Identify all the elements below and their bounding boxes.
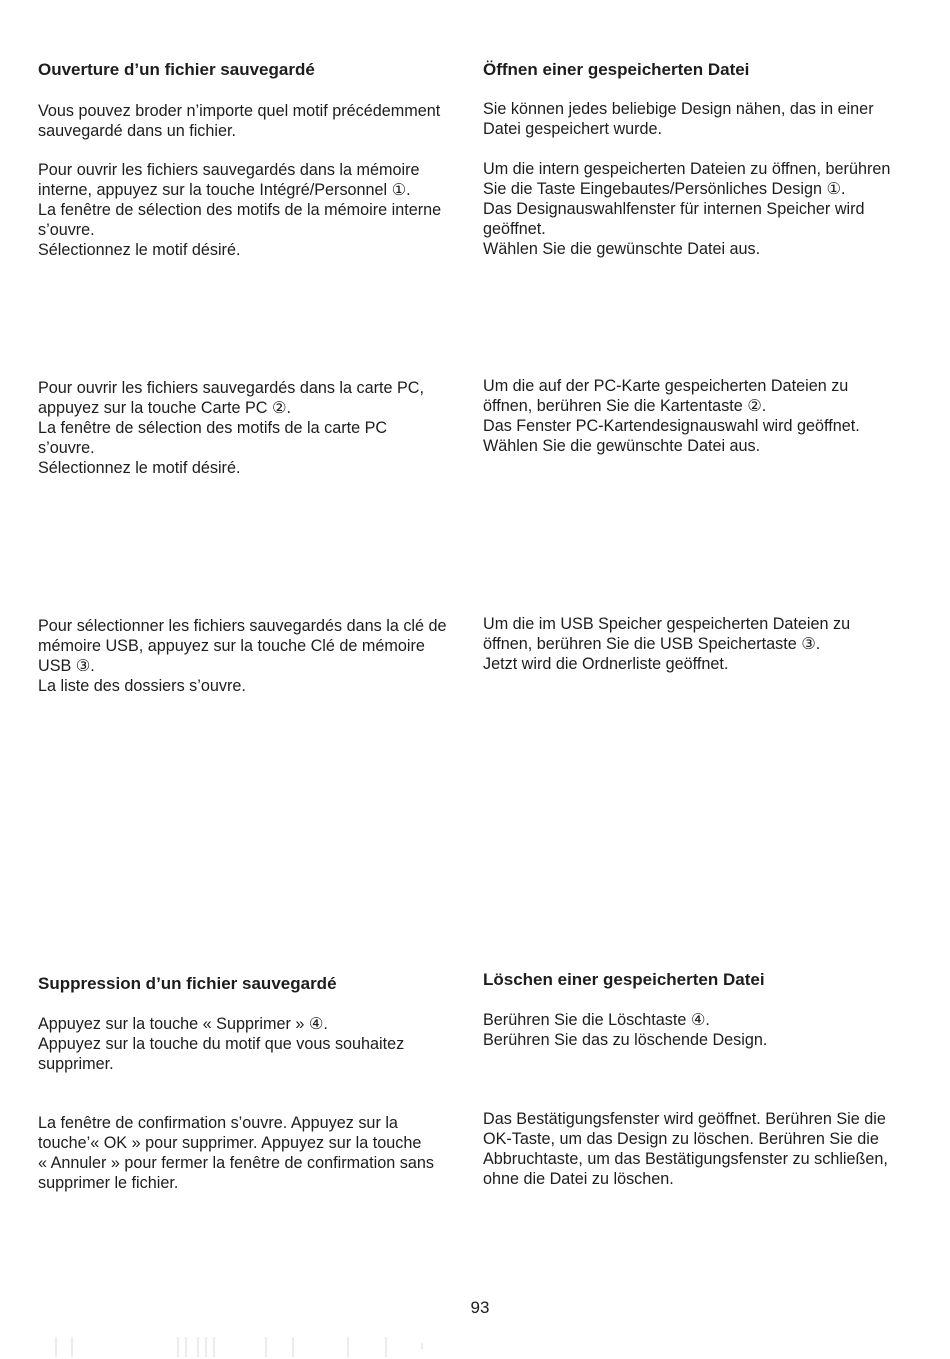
fr-open-intro: Vous pouvez broder n’importe quel motif précédemment sauvegardé dans un fichier. [38,102,441,140]
de-delete-heading: Löschen einer gespeicherten Datei [483,970,765,989]
de-open-intro: Sie können jedes beliebige Design nähen, das in einer Datei gespeichert wurde. [483,100,874,138]
scan-artifact-marks [0,1335,950,1359]
page-number: 93 [470,1298,490,1317]
fr-open-internal: Pour ouvrir les fichiers sauvegardés dans la mémoire interne, appuyez sur la touche Intégré/Personnel ①. La fenêtre de sélection des motifs de la mémoire interne s’ouvre. Sélectionnez le motif désiré. [38,161,442,259]
fr-open-usb: Pour sélectionner les fichiers sauvegardés dans la clé de mémoire USB, appuyez sur la touche Clé de mémoire USB ③. La liste des dossiers s’ouvre. [38,617,447,695]
de-delete-confirm: Das Bestätigungsfenster wird geöffnet. Berühren Sie die OK-Taste, um das Design zu löschen. Berühren Sie die Abbruchtaste, um das Bestätigungsfenster zu schließen, ohne die Datei zu löschen. [483,1110,888,1188]
de-delete-steps: Berühren Sie die Löschtaste ④. Berühren Sie das zu löschende Design. [483,1011,768,1049]
de-open-pc-card: Um die auf der PC-Karte gespeicherten Dateien zu öffnen, berühren Sie die Kartentaste ②. Das Fenster PC-Kartendesignauswahl wird geöffnet. Wählen Sie die gewünschte Datei aus. [483,377,860,455]
fr-delete-steps: Appuyez sur la touche « Supprimer » ④. Appuyez sur la touche du motif que vous souhaitez supprimer. [38,1015,405,1073]
de-open-heading: Öffnen einer gespeicherten Datei [483,60,750,79]
fr-delete-heading: Suppression d’un fichier sauvegardé [38,974,337,993]
fr-delete-confirm: La fenêtre de confirmation s’ouvre. Appuyez sur la touche’« OK » pour supprimer. Appuyez sur la touche « Annuler » pour fermer la fenêtre de confirmation sans supprimer le fichier. [38,1114,434,1192]
fr-open-heading: Ouverture d’un fichier sauvegardé [38,60,315,79]
de-open-usb: Um die im USB Speicher gespeicherten Dateien zu öffnen, berühren Sie die USB Speichertaste ③. Jetzt wird die Ordnerliste geöffnet. [483,615,851,673]
fr-open-pc-card: Pour ouvrir les fichiers sauvegardés dans la carte PC, appuyez sur la touche Carte PC ②. La fenêtre de sélection des motifs de la carte PC s’ouvre. Sélectionnez le motif désiré. [38,379,424,477]
de-open-internal: Um die intern gespeicherten Dateien zu öffnen, berühren Sie die Taste Eingebautes/Persönliches Design ①. Das Designauswahlfenster für internen Speicher wird geöffnet. Wählen Sie die gewünschte Datei aus. [483,160,891,258]
